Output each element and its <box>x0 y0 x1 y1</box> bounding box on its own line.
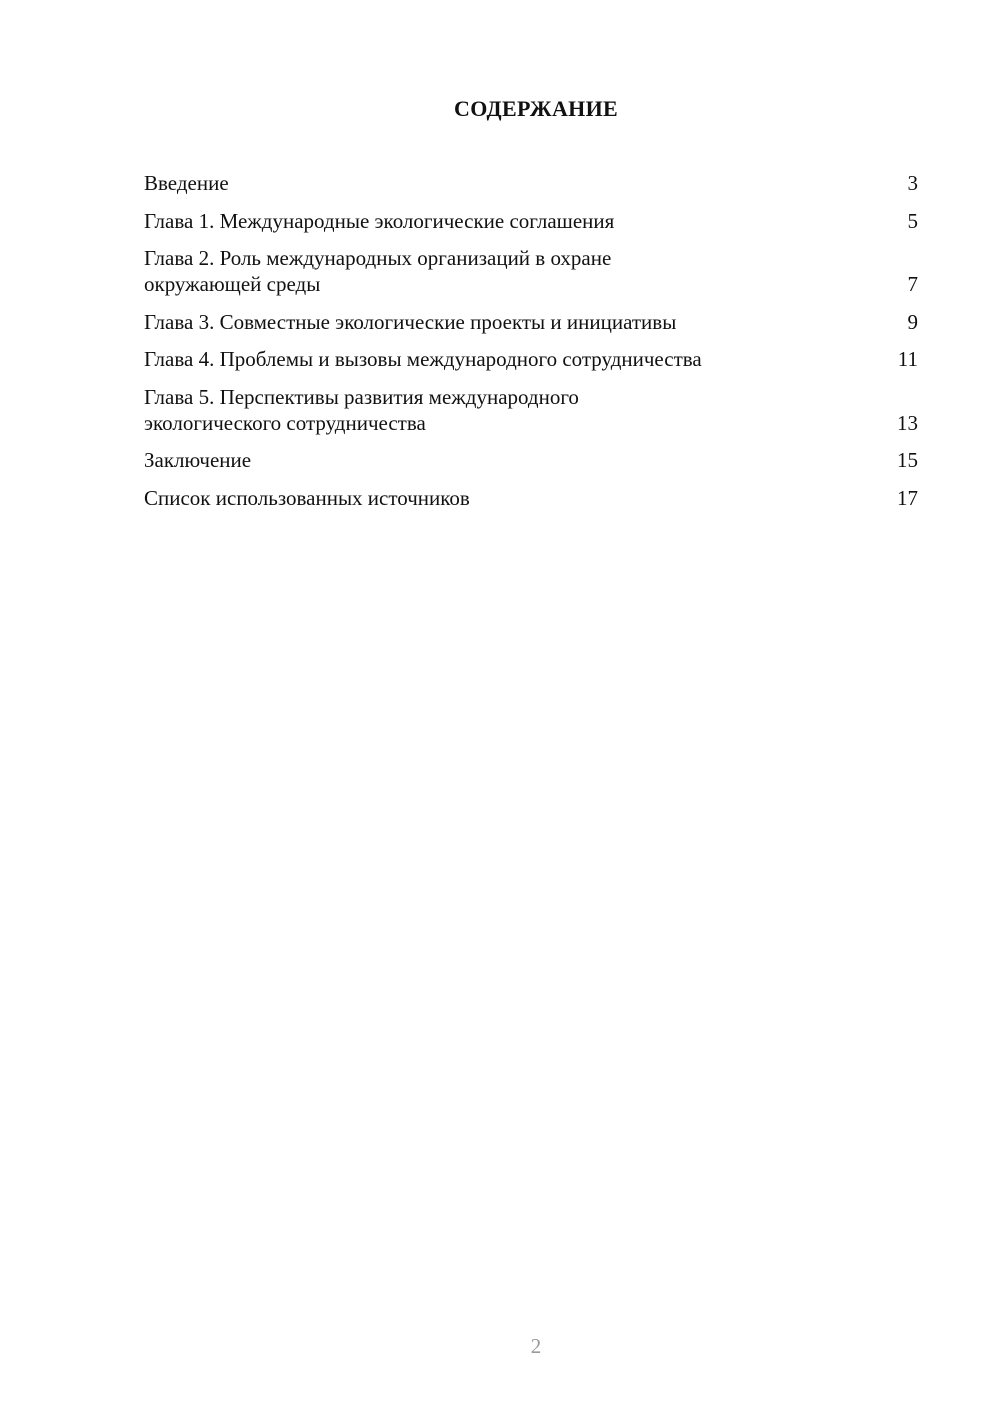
toc-item-label: Глава 2. Роль международных организаций в охране окружающей среды <box>144 246 612 296</box>
toc-item-label: Глава 3. Совместные экологические проекты и инициативы <box>144 309 677 334</box>
toc-item-page: 7 <box>907 272 918 296</box>
toc-item-page: 11 <box>897 347 918 371</box>
toc-item-references <box>144 485 918 511</box>
toc-item-page: 3 <box>907 171 918 195</box>
page-title: СОДЕРЖАНИЕ <box>454 96 618 121</box>
toc-item-chapter-4 <box>144 346 918 372</box>
toc-item-conclusion <box>144 447 918 473</box>
toc-item-label: Список использованных источников <box>144 485 470 510</box>
page-number: 2 <box>530 1334 542 1358</box>
toc-item-chapter-3 <box>144 309 918 335</box>
toc-item-page: 13 <box>897 410 918 435</box>
toc-item-label: Глава 4. Проблемы и вызовы международного сотрудничества <box>144 347 702 371</box>
toc-item-chapter-5 <box>144 384 918 436</box>
toc-item-label: Введение <box>144 171 229 195</box>
toc-item-label: Глава 5. Перспективы развития международного экологического сотрудничества <box>144 384 579 435</box>
toc-item-chapter-1 <box>144 208 918 234</box>
toc-item-page: 15 <box>897 448 918 472</box>
table-of-contents <box>144 170 918 522</box>
toc-item-chapter-2 <box>144 245 918 297</box>
toc-item-page: 17 <box>897 485 918 510</box>
toc-item-page: 9 <box>907 309 918 334</box>
toc-item-label: Заключение <box>144 448 252 472</box>
toc-item-page: 5 <box>907 208 918 233</box>
toc-item-introduction <box>144 170 918 196</box>
toc-item-label: Глава 1. Международные экологические соглашения <box>144 208 615 233</box>
